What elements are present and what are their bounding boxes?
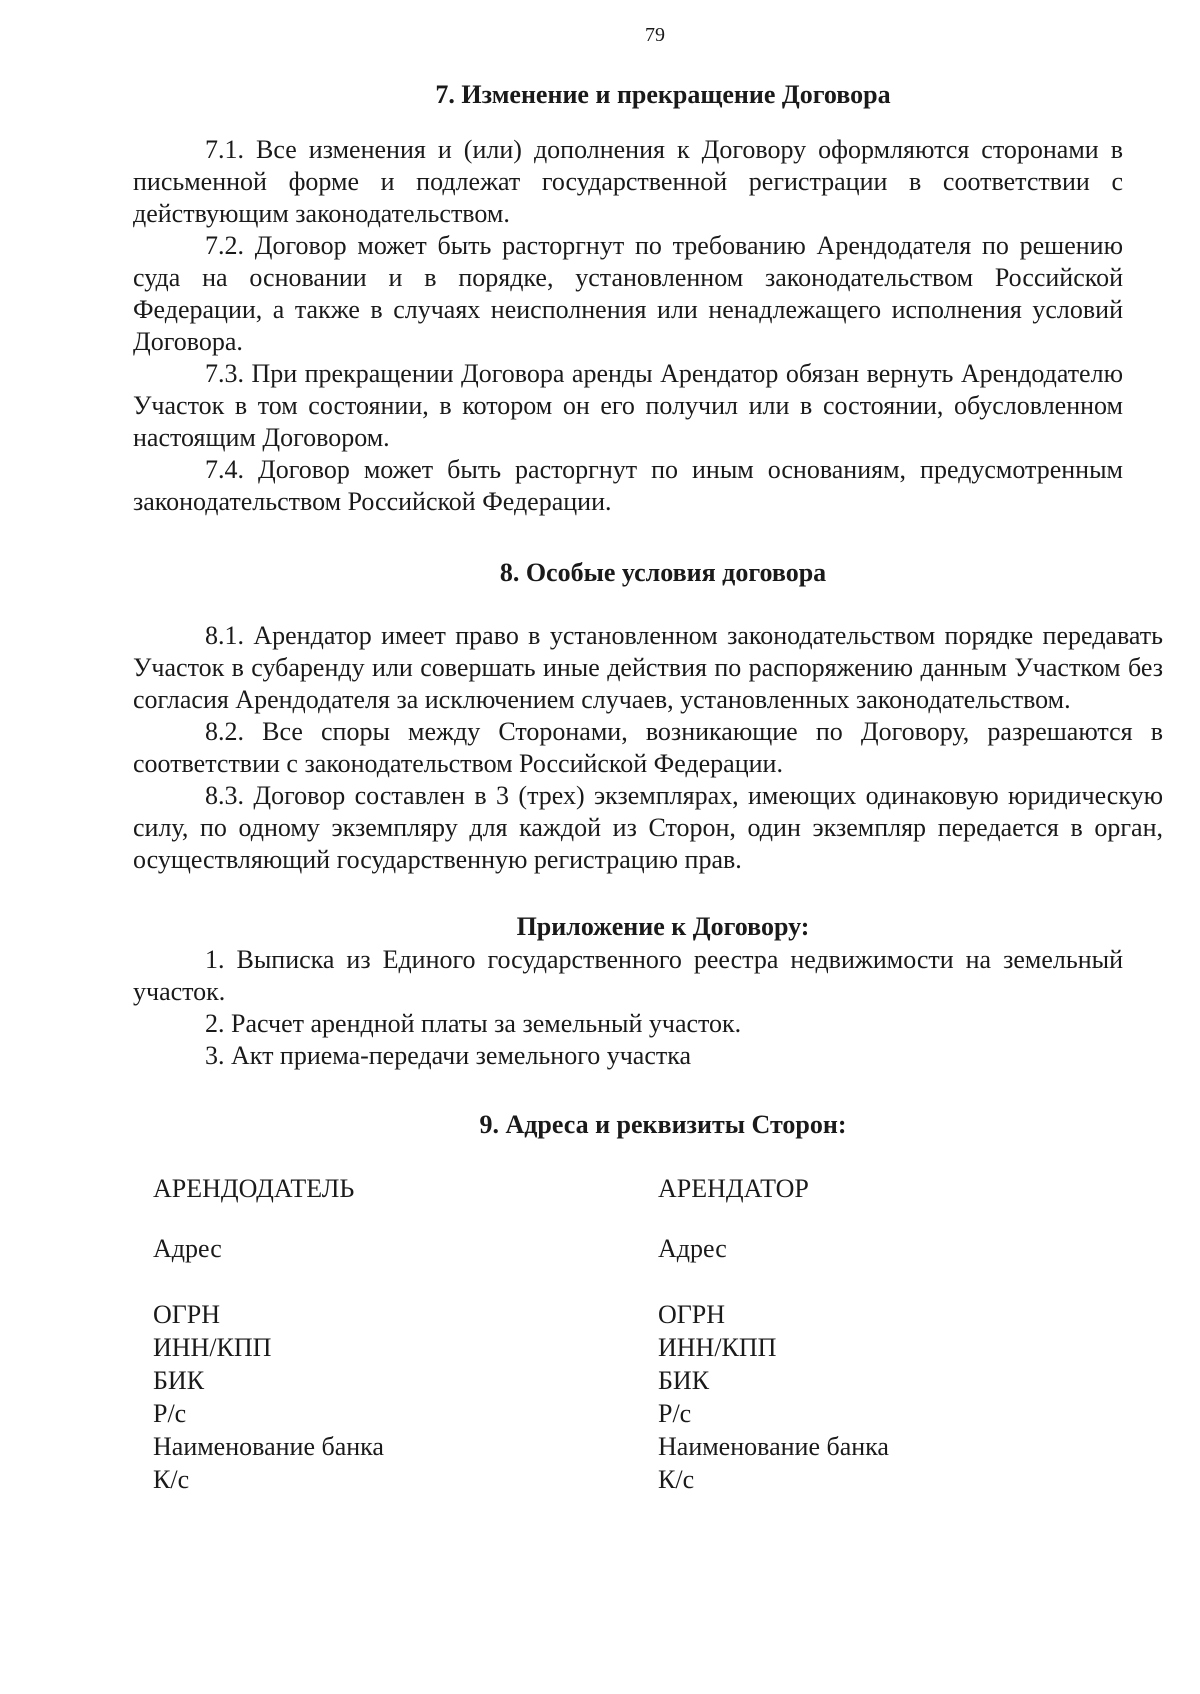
paragraph-8-3: 8.3. Договор составлен в 3 (трех) экземплярах, имеющих одинаковую юридическую силу, по одному экземпляру для каждой из Сторон, один экземпляр передается в орган, осуществляющий государственную регистрацию прав. (133, 781, 1163, 874)
paragraph-7-4: 7.4. Договор может быть расторгнут по иным основаниям, предусмотренным законодательством Российской Федерации. (133, 455, 1123, 516)
landlord-address-label: Адрес (153, 1234, 222, 1263)
section-8-body (133, 620, 1163, 876)
landlord-account-label: Р/с (153, 1399, 187, 1428)
landlord-bik-label: БИК (153, 1366, 205, 1395)
appendix-item: 1. Выписка из Единого государственного реестра недвижимости на земельный участок. (133, 945, 1123, 1006)
tenant-bik-label: БИК (658, 1366, 710, 1395)
paragraph-7-1: 7.1. Все изменения и (или) дополнения к Договору оформляются сторонами в письменной форме и подлежат государственной регистрации в соответствии с действующим законодательством. (133, 135, 1123, 228)
appendix-list (133, 944, 1163, 1072)
tenant-corr-account-label: К/с (658, 1465, 695, 1494)
tenant-address-label: Адрес (658, 1234, 727, 1263)
tenant-ogrn-label: ОГРН (658, 1300, 726, 1329)
paragraph-8-2: 8.2. Все споры между Сторонами, возникающие по Договору, разрешаются в соответствии с законодательством Российской Федерации. (133, 717, 1163, 778)
landlord-bank-name-label: Наименование банка (153, 1432, 384, 1461)
tenant-bank-name-label: Наименование банка (658, 1432, 889, 1461)
section-7-title: 7. Изменение и прекращение Договора (435, 80, 891, 109)
paragraph-7-3: 7.3. При прекращении Договора аренды Арендатор обязан вернуть Арендодателю Участок в том состоянии, в котором он его получил или в состоянии, обусловленном настоящим Договором. (133, 359, 1123, 452)
appendix-item: 2. Расчет арендной платы за земельный участок. (205, 1009, 742, 1038)
landlord-ogrn-label: ОГРН (153, 1300, 221, 1329)
paragraph-8-1: 8.1. Арендатор имеет право в установленном законодательством порядке передавать Участок в субаренду или совершать иные действия по распоряжению данным Участком без согласия Арендодателя за исключением случаев, установленных законодательством. (133, 621, 1163, 714)
document-body (133, 78, 1163, 1496)
tenant-inn-kpp-label: ИНН/КПП (658, 1333, 777, 1362)
tenant-column (658, 1172, 1163, 1496)
tenant-account-label: Р/с (658, 1399, 692, 1428)
landlord-column (153, 1172, 658, 1496)
section-9-title: 9. Адреса и реквизиты Сторон: (479, 1110, 847, 1139)
landlord-inn-kpp-label: ИНН/КПП (153, 1333, 272, 1362)
landlord-title: АРЕНДОДАТЕЛЬ (153, 1174, 355, 1203)
page-number: 79 (645, 24, 665, 46)
landlord-corr-account-label: К/с (153, 1465, 190, 1494)
appendix-title: Приложение к Договору: (516, 912, 810, 941)
paragraph-7-2: 7.2. Договор может быть расторгнут по требованию Арендодателя по решению суда на основании и в порядке, установленном законодательством Российской Федерации, а также в случаях неисполнения или ненадлежащего исполнения условий Договора. (133, 231, 1123, 356)
section-7-body (133, 134, 1163, 518)
appendix-item: 3. Акт приема-передачи земельного участка (205, 1041, 692, 1070)
section-8-title: 8. Особые условия договора (499, 558, 827, 587)
tenant-title: АРЕНДАТОР (658, 1174, 809, 1203)
parties-requisites (133, 1172, 1163, 1496)
